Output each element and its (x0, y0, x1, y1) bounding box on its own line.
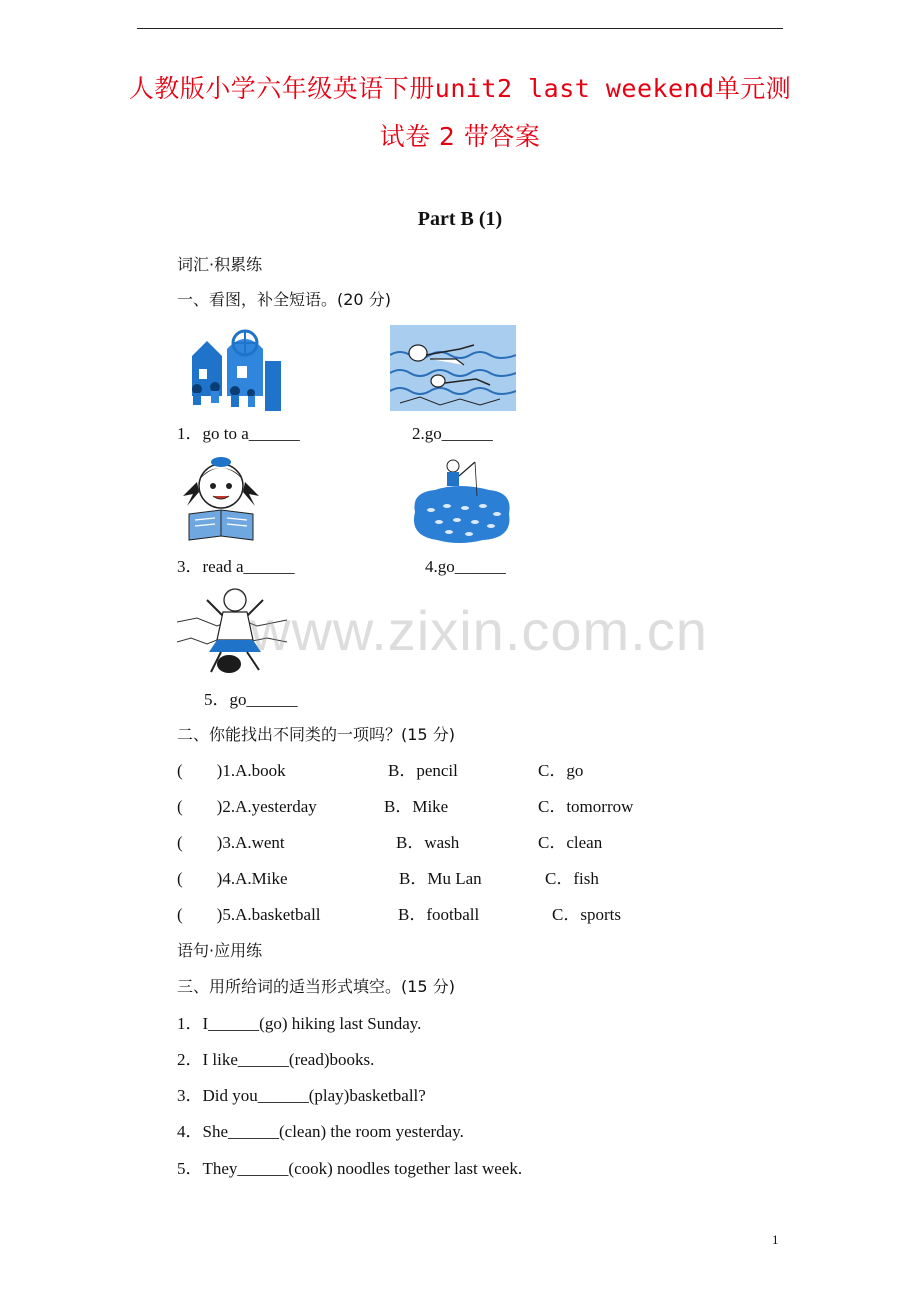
section2-heading: 二、你能找出不同类的一项吗？(15 分) (177, 725, 455, 744)
odd-one-out-row-3-b: B．wash (396, 833, 460, 852)
question-1-item-1: 1．go to a______ (177, 424, 300, 443)
fill-in-item-1: 1．I______(go) hiking last Sunday. (177, 1014, 422, 1033)
odd-one-out-row-3-a: ( )3.A.went (177, 833, 285, 852)
odd-one-out-row-1-a: ( )1.A.book (177, 761, 286, 780)
odd-one-out-row-2-a: ( )2.A.yesterday (177, 797, 317, 816)
odd-one-out-row-4-c: C．fish (545, 869, 599, 888)
section1-heading: 一、看图，补全短语。(20 分) (177, 290, 391, 309)
odd-one-out-row-4-a: ( )4.A.Mike (177, 869, 288, 888)
category-vocabulary: 词汇·积累练 (177, 255, 263, 274)
question-1-item-5: 5．go______ (204, 690, 298, 709)
top-rule (137, 28, 783, 29)
question-1-item-2: 2.go______ (412, 424, 493, 443)
question-1-item-3: 3．read a______ (177, 557, 295, 576)
fill-in-item-2: 2．I like______(read)books. (177, 1050, 375, 1069)
page-number: 1 (772, 1232, 779, 1247)
fishing-picture (409, 456, 515, 544)
odd-one-out-row-1-b: B．pencil (388, 761, 458, 780)
odd-one-out-row-4-b: B．Mu Lan (399, 869, 482, 888)
document-title-line-1: 人教版小学六年级英语下册unit2 last weekend单元测 (128, 74, 792, 103)
watermark: www.zixin.com.cn (250, 599, 708, 662)
odd-one-out-row-5-c: C．sports (552, 905, 621, 924)
odd-one-out-row-1-c: C．go (538, 761, 584, 780)
document-title-line-2: 试卷 2 带答案 (379, 122, 541, 151)
category-sentence: 语句·应用练 (177, 941, 263, 960)
question-1-item-4: 4.go______ (425, 557, 506, 576)
amusement-park-picture (177, 321, 281, 411)
part-heading: Part B (1) (417, 208, 503, 230)
fill-in-item-3: 3．Did you______(play)basketball? (177, 1086, 426, 1105)
section3-heading: 三、用所给词的适当形式填空。(15 分) (177, 977, 455, 996)
odd-one-out-row-2-b: B．Mike (384, 797, 449, 816)
swimming-picture (390, 325, 516, 411)
odd-one-out-row-5-a: ( )5.A.basketball (177, 905, 321, 924)
odd-one-out-row-2-c: C．tomorrow (538, 797, 634, 816)
odd-one-out-row-3-c: C．clean (538, 833, 603, 852)
fill-in-item-4: 4．She______(clean) the room yesterday. (177, 1122, 464, 1141)
fill-in-item-5: 5．They______(cook) noodles together last week. (177, 1159, 523, 1178)
odd-one-out-row-5-b: B．football (398, 905, 480, 924)
girl-reading-picture (175, 452, 267, 544)
